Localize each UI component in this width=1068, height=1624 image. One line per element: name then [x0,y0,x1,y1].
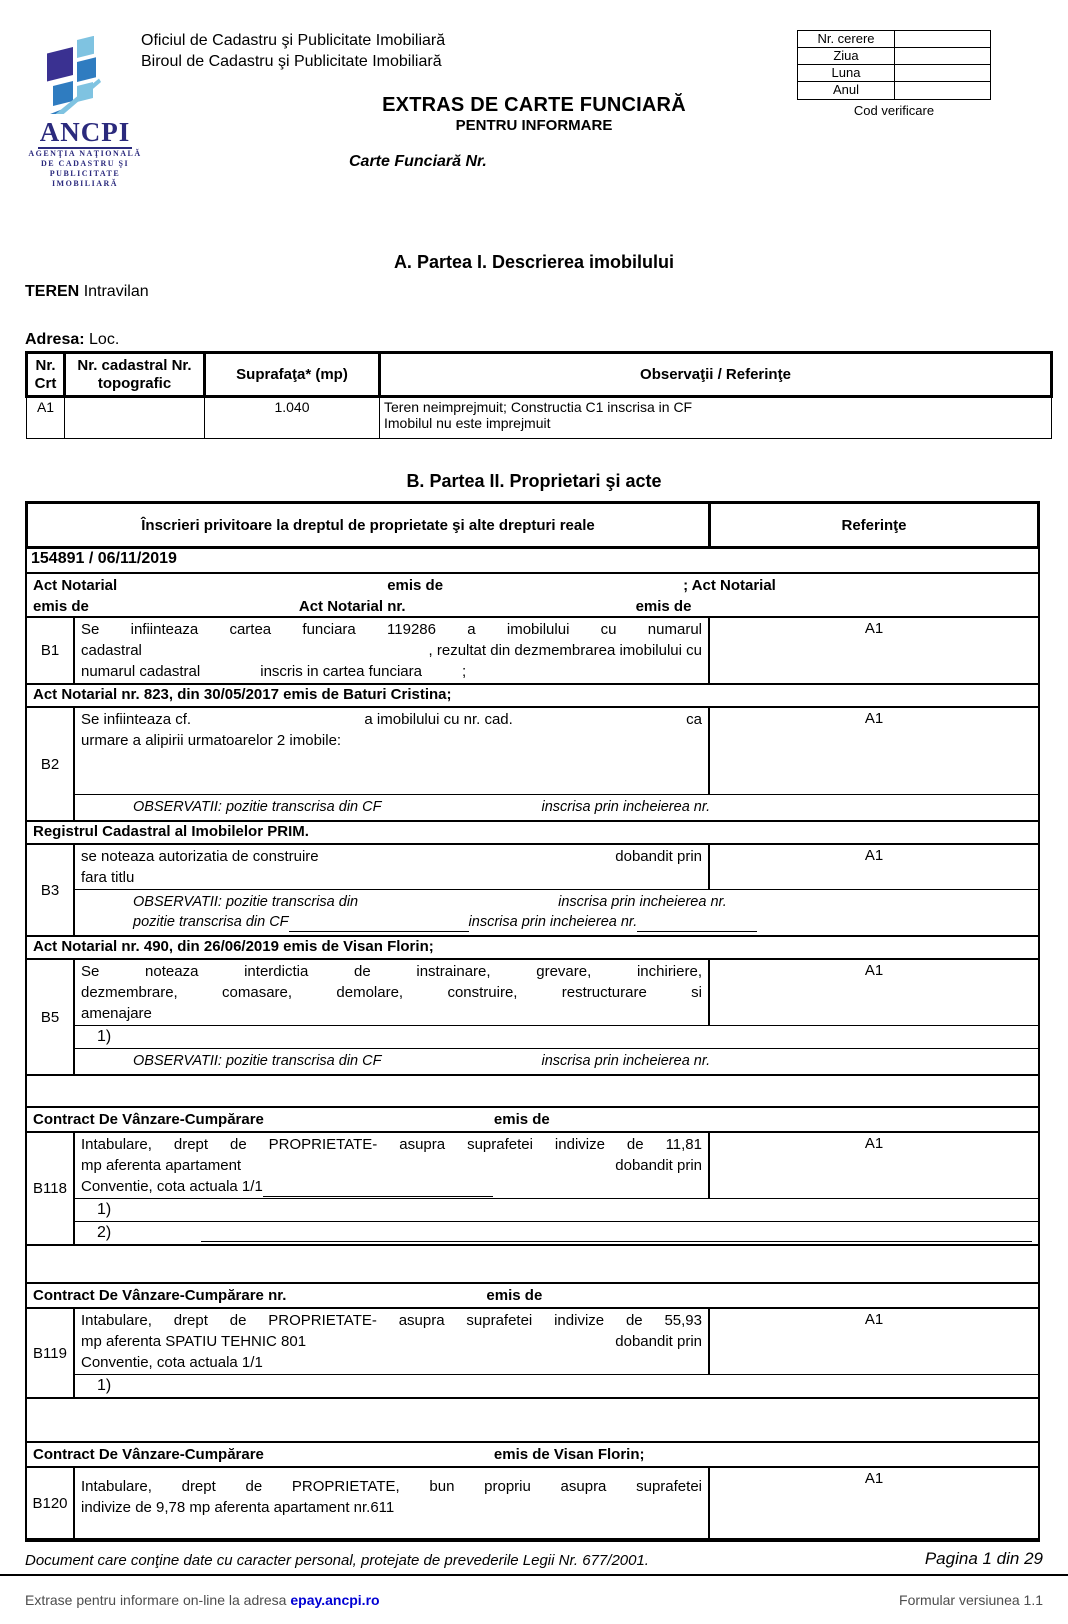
cell-observatii [380,397,1052,439]
b2-observatii-line [133,797,1032,817]
redaction-underline [781,603,1032,617]
b3-text [75,845,710,889]
text-segment: 1) [97,1201,112,1218]
b120-line-1: Intabulare, drept de PROPRIETATE, bun propriu asupra suprafetei [81,1478,702,1495]
b120-line-2: indivize de 9,78 mp aferenta apartament nr.611 [81,1499,395,1516]
text-segment: numarul cadastral [81,663,201,680]
text-segment: Act Notarial nr. [298,598,406,615]
b120-text-row [75,1468,1038,1538]
text-segment: Extrase pentru informare on-line la adresa [25,1592,287,1608]
b118-referinte: A1 [864,1135,884,1152]
b2-observatii [75,794,1038,820]
text-segment: inscris in cartea funciara [260,663,422,680]
act-header-line-2 [33,596,1032,617]
privacy-notice: Document care conţine date cu caracter personal, protejate de prevederile Legii Nr. 677/2001. [25,1552,649,1569]
text-segment: dobandit prin [615,848,702,865]
entry-number-row: 154891 / 06/11/2019 [27,549,1038,574]
request-row [798,48,990,65]
request-row [798,65,990,82]
text-segment: emis de [33,598,89,615]
form-version: Formular versiunea 1.1 [899,1592,1043,1608]
text-segment: se noteaza autorizatia de construire [81,848,319,865]
adresa-label: Adresa: [25,331,85,348]
b119-line-2 [81,1331,702,1352]
request-value-luna [895,65,990,81]
text-segment: dobandit prin [615,1157,702,1174]
text-segment: OBSERVATII: pozitie transcrisa din [133,894,359,910]
request-label-luna: Luna [798,65,895,81]
b2-referinte: A1 [864,710,884,727]
b2-text [75,708,710,794]
logo-subtitle-2: DE CADASTRU ŞI [40,159,130,168]
text-segment: emis de [635,598,692,615]
footer-divider [0,1574,1068,1576]
b1-line-3 [81,661,702,682]
header-crt: Crt [34,374,57,392]
b5-text [75,960,710,1025]
teren-value: Intravilan [83,283,149,300]
logo-subtitle-3: PUBLICITATE IMOBILIARĂ [49,169,121,188]
text-segment: Contract De Vânzare-Cumpărare nr. [33,1287,287,1304]
cell-b118-code: B118 [27,1133,75,1244]
redaction-gap [381,816,541,817]
contract-119-line [33,1285,1032,1306]
act-header-line-1 [33,575,1032,596]
b5-line-1: Se noteaza interdictia de instrainare, grevare, inchiriere, [81,963,702,980]
b5-referinte: A1 [864,962,884,979]
document-title [0,94,1068,134]
text-segment: dobandit prin [615,1333,702,1350]
request-row [798,31,990,48]
text-segment: mp aferenta SPATIU TEHNIC 801 [81,1333,307,1350]
b1-text [75,618,710,683]
b1-line-1: Se infiinteaza cartea funciara 119286 a imobilului cu numarul [81,621,702,638]
cod-verificare-label: Cod verificare [853,103,935,118]
cell-b119-code: B119 [27,1309,75,1397]
title-main: EXTRAS DE CARTE FUNCIARĂ [382,94,686,116]
part-a-table [25,351,1053,439]
act-notarial-header-row [27,574,1038,618]
cell-b3-code: B3 [27,845,75,935]
row-b118 [27,1133,1038,1246]
cell-nr-crt: A1 [27,397,65,439]
header-nr-crt [27,353,65,397]
request-value-nr-cerere [895,31,990,47]
b118-line-2 [81,1155,702,1176]
text-segment: inscrisa prin incheierea nr. [468,914,638,930]
empty-row [27,1076,1038,1108]
b120-referinte: A1 [864,1470,884,1487]
text-segment: OBSERVATII: pozitie transcrisa din CF [133,1053,382,1069]
b5-line-3: amenajare [81,1005,152,1022]
text-segment: mp aferenta apartament [81,1157,242,1174]
text-segment: emis de [493,1111,550,1128]
request-label-anul: Anul [798,82,895,99]
act-490-row: Act Notarial nr. 490, din 26/06/2019 emis de Visan Florin; [27,937,1038,960]
footer-info-row [25,1592,1043,1608]
b1-main [75,618,1038,683]
row-b120 [27,1468,1038,1540]
redaction-gap [264,1464,494,1465]
b118-subitem-1 [75,1198,1038,1221]
cell-b120-code: B120 [27,1468,75,1538]
redaction-gap [89,616,299,617]
header-nr: Nr. [35,357,56,375]
text-segment: Contract De Vânzare-Cumpărare [33,1111,264,1128]
b5-text-row [75,960,1038,1025]
redaction-gap [406,616,636,617]
observatii-line-2: Imobilul nu este imprejmuit [384,415,551,431]
b118-main [75,1133,1038,1244]
teren-line [25,283,1068,301]
header-suprafata: Suprafaţa* (mp) [205,353,380,397]
b119-referinte: A1 [864,1311,884,1328]
b2-text-row [75,708,1038,794]
adresa-line [25,331,1068,349]
b120-main [75,1468,1038,1538]
b118-subitem-2 [75,1221,1038,1244]
row-b119 [27,1309,1038,1399]
contract-118-line [33,1109,1032,1130]
text-segment: 1) [97,1028,112,1045]
text-segment: Contract De Vânzare-Cumpărare [33,1446,264,1463]
redaction-underline [263,1183,493,1197]
cell-b5-code: B5 [27,960,75,1074]
row-b5 [27,960,1038,1076]
b119-line-3: Conventie, cota actuala 1/1 [81,1354,263,1371]
b118-text [75,1133,710,1198]
b5-observatii [75,1048,1038,1074]
text-segment: inscrisa prin incheierea nr. [541,799,711,815]
text-segment: , rezultat din dezmembrarea imobilului cu [428,642,702,659]
b3-observatii [75,889,1038,935]
b119-line-1: Intabulare, drept de PROPRIETATE- asupra suprafetei indivize de 55,93 [81,1312,702,1329]
b1-text-row [75,618,1038,683]
b119-main [75,1309,1038,1397]
contract-120-row [27,1443,1038,1468]
b3-text-row [75,845,1038,889]
text-segment: ; Act Notarial [683,577,776,594]
b3-observatii-line-2 [133,912,1032,932]
text-segment: inscrisa prin incheierea nr. [558,894,727,910]
b120-text [75,1468,710,1538]
redaction-underline [289,918,469,932]
b3-referinte: A1 [864,847,884,864]
adresa-value: Loc. [89,331,120,348]
b119-subitem-1 [75,1374,1038,1397]
b5-main [75,960,1038,1074]
b118-text-row [75,1133,1038,1198]
row-b1 [27,618,1038,685]
contract-118-row [27,1108,1038,1133]
text-segment: emis de Visan Florin; [493,1446,645,1463]
redaction-underline [201,1228,1032,1242]
b118-line-3 [81,1176,702,1197]
b3-line-1 [81,846,702,867]
row-b3 [27,845,1038,937]
b5-subitem-1 [75,1025,1038,1048]
epay-link[interactable]: epay.ancpi.ro [290,1592,380,1608]
redaction-gap [264,1129,494,1130]
b119-text [75,1309,710,1374]
teren-label: TEREN [25,283,80,300]
b2-line-1 [81,709,702,730]
cell-b1-code: B1 [27,618,75,683]
text-segment: 1) [97,1377,112,1394]
logo-subtitle-1: AGENŢIA NAŢIONALĂ [28,149,142,158]
logo-acronym: ANCPI [39,117,131,147]
text-segment: emis de [387,577,444,594]
b119-text-row [75,1309,1038,1374]
part-b-body [25,549,1040,1542]
title-sub: PENTRU INFORMARE [455,117,613,134]
b1-referinte: A1 [864,620,884,637]
header-nr-cadastral [65,353,205,397]
observatii-line-1: Teren neimprejmuit; Constructia C1 inscrisa in CF [384,399,693,415]
redaction-gap [422,681,462,682]
contract-120-line [33,1444,1032,1465]
b118-line-1: Intabulare, drept de PROPRIETATE- asupra suprafetei indivize de 11,81 [81,1136,702,1153]
text-segment: inscrisa prin incheierea nr. [541,1053,711,1069]
request-label-ziua: Ziua [798,48,895,64]
request-number-box [797,30,991,100]
redaction-gap [691,616,781,617]
text-segment: 2) [97,1224,112,1241]
b1-line-2 [81,640,702,661]
registru-row: Registrul Cadastral al Imobilelor PRIM. [27,822,1038,845]
b2-line-2: urmare a alipirii urmatoarelor 2 imobile: [81,732,342,749]
part-b-header-row [25,501,1040,549]
part-a-data-row [27,397,1052,439]
empty-row [27,1399,1038,1443]
text-segment: OBSERVATII: pozitie transcrisa din CF [133,799,382,815]
text-segment: Conventie, cota actuala 1/1 [81,1178,263,1195]
header-inscrieri: Înscrieri privitoare la dreptul de proprietate şi alte drepturi reale [28,504,711,546]
page-number: Pagina 1 din 29 [924,1549,1043,1568]
footer-privacy-row [25,1549,1043,1569]
part-b-heading: B. Partea II. Proprietari şi acte [406,471,662,491]
redaction-gap [111,1241,201,1242]
row-b2 [27,708,1038,822]
redaction-gap [381,1070,541,1071]
b5-observatii-line [133,1051,1032,1071]
office-lines [141,31,445,73]
text-segment: a imobilului cu nr. cad. [364,711,513,728]
text-segment: Se infiinteaza cf. [81,711,192,728]
cell-b2-code: B2 [27,708,75,820]
text-segment: emis de [486,1287,543,1304]
b3-line-2: fara titlu [81,869,135,886]
cell-suprafata: 1.040 [205,397,380,439]
request-value-ziua [895,48,990,64]
text-segment: cadastral [81,642,142,659]
act-823-row: Act Notarial nr. 823, din 30/05/2017 emis de Baturi Cristina; [27,685,1038,708]
office-line-1: Oficiul de Cadastru şi Publicitate Imobiliară [141,32,446,49]
text-segment: pozitie transcrisa din CF [133,914,289,930]
text-segment: Act Notarial [33,577,118,594]
redaction-gap [200,681,260,682]
carte-funciara-number: Carte Funciară Nr. [349,153,487,170]
text-segment: ca [686,711,702,728]
header-cad-2: topografic [97,374,172,392]
header-cad-1: Nr. cadastral Nr. [77,357,192,375]
text-segment: ; [461,663,467,680]
b3-main [75,845,1038,935]
redaction-underline [637,918,757,932]
header-referinte: Referinţe [841,516,907,534]
request-label-nr-cerere: Nr. cerere [798,31,895,47]
office-line-2: Biroul de Cadastru şi Publicitate Imobiliară [141,52,442,70]
part-a-heading: A. Partea I. Descrierea imobilului [393,252,675,272]
part-b-table [25,501,1040,1542]
header-observatii: Observaţii / Referinţe [380,353,1052,397]
empty-row [27,1246,1038,1284]
b2-main [75,708,1038,820]
part-a-header-row [27,353,1052,397]
b5-line-2: dezmembrare, comasare, demolare, construire, restructurare si [81,984,702,1001]
extras-note [25,1592,380,1608]
contract-119-row [27,1284,1038,1309]
cell-nr-cadastral [65,397,205,439]
redaction-gap [286,1305,486,1306]
b3-observatii-line-1 [133,892,1032,912]
